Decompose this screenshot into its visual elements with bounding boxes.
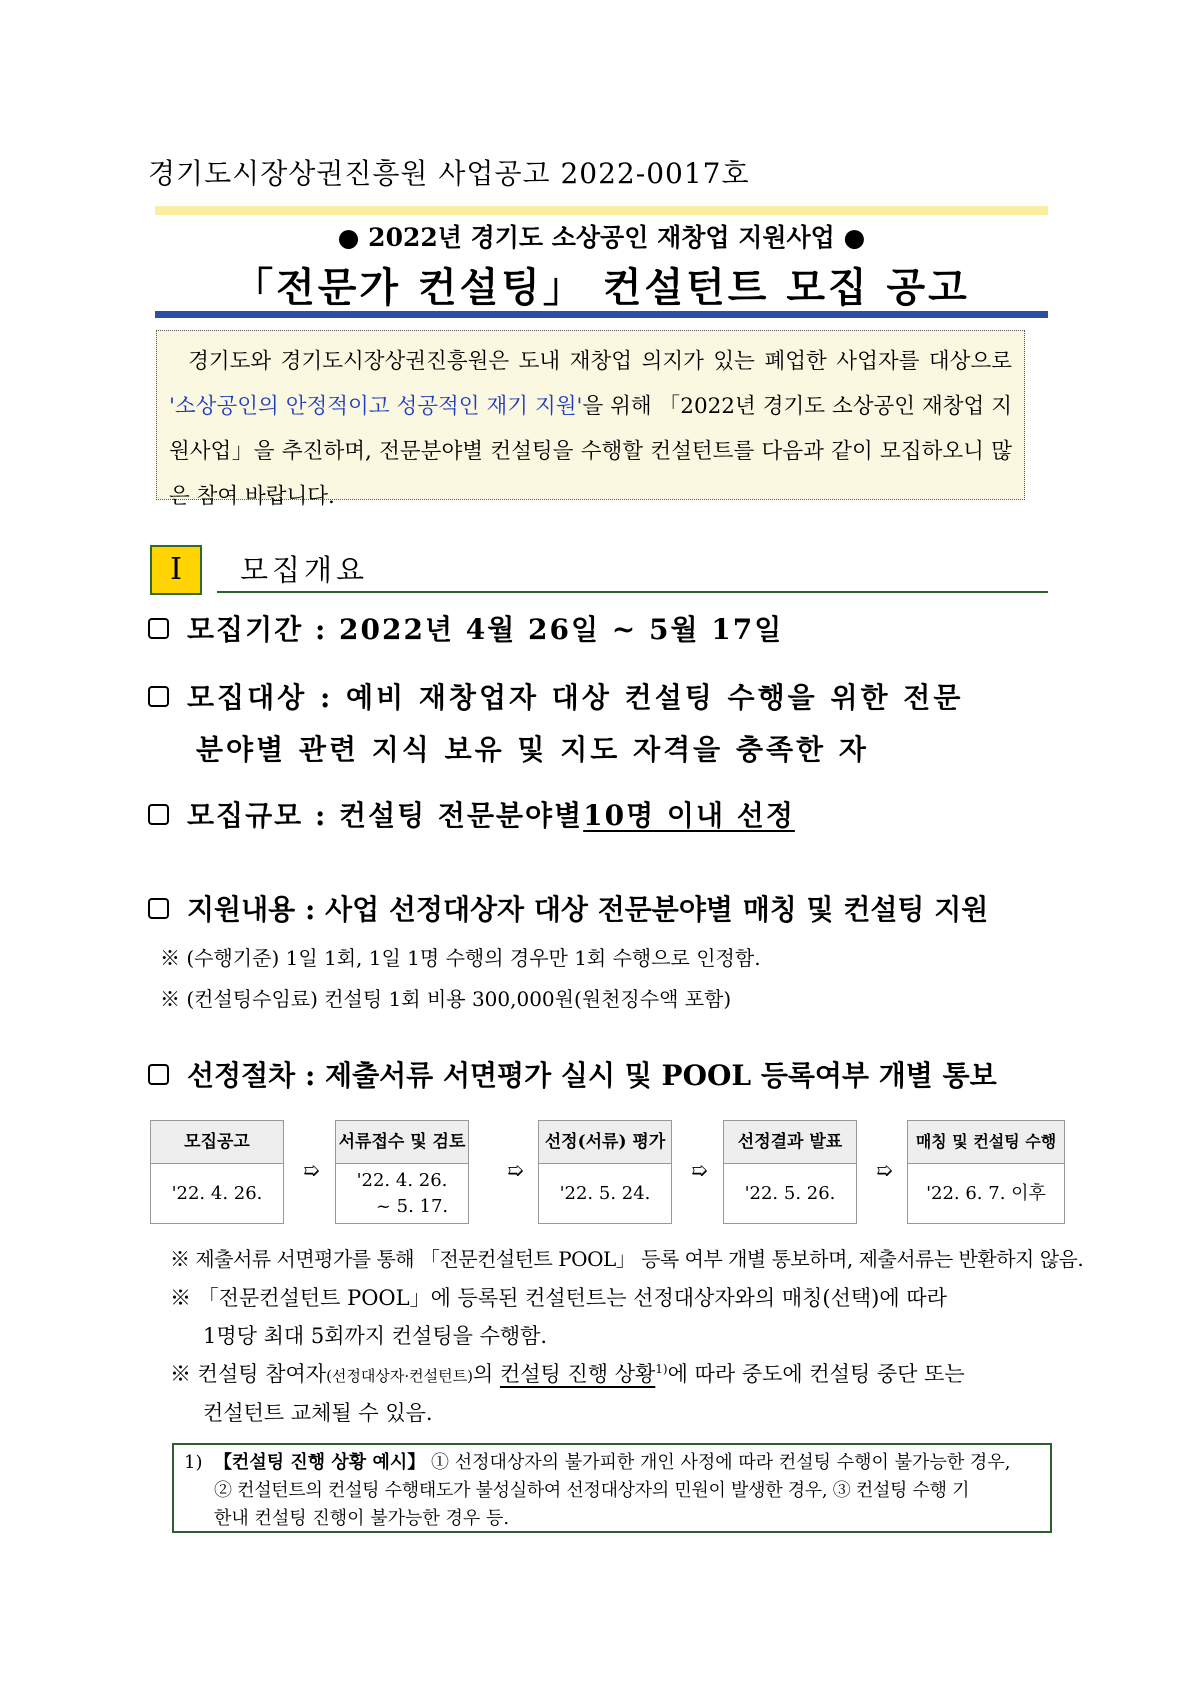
note-3-small: (선정대상자·컨설턴트) [326,1367,473,1385]
checkbox-icon [148,618,169,639]
item-scale [148,794,795,834]
item-period-text: 모집기간 : 2022년 4월 26일 ~ 5월 17일 [187,613,784,646]
intro-text-2: 을 위해 「2022년 경기도 소상공인 재창업 지원사업」을 추진하며, 전문분야별 컨설팅을 수행할 컨설턴트를 다음과 같이 모집하오니 많은 참여 바랍니다. [169,394,1012,509]
intro-text-1: 경기도와 경기도시장상권진흥원은 도내 재창업 의지가 있는 폐업한 사업자를 대상으로 [188,349,1012,374]
footnote-line-2: ② 컨설턴트의 컨설팅 수행태도가 불성실하여 선정대상자의 민원이 발생한 경우, ③ 컨설팅 수행 기 [214,1480,970,1501]
step-1 [150,1120,284,1224]
intro-highlight: '소상공인의 안정적이고 성공적인 재기 지원' [169,394,583,419]
checkbox-icon [148,898,169,919]
step-date: '22. 5. 24. [559,1183,651,1204]
note-1: ※ 제출서류 서면평가를 통해 「전문컨설턴트 POOL」 등록 여부 개별 통보하며, 제출서류는 반환하지 않음. [170,1247,1084,1271]
support-note-1: ※ (수행기준) 1일 1회, 1일 1명 수행의 경우만 1회 수행으로 인정함. [160,946,761,970]
footnote-bold: 【컨설팅 진행 상황 예시】 [213,1452,426,1473]
step-label: 모집공고 [151,1121,283,1164]
item-period [148,608,783,648]
step-4 [723,1120,857,1224]
footnote-line-1: ① 선정대상자의 불가피한 개인 사정에 따라 컨설팅 수행이 불가능한 경우, [430,1452,1011,1473]
step-date-line1: '22. 4. 26. [356,1170,448,1191]
checkbox-icon [148,1064,169,1085]
item-scale-underlined: 10명 이내 선정 [583,799,795,832]
item-support-text: 지원내용 : 사업 선정대상자 대상 전문분야별 매칭 및 컨설팅 지원 [187,893,989,926]
arrow-icon: ➯ [691,1158,708,1182]
section-underline [217,591,1048,593]
step-date: '22. 6. 7. 이후 [926,1183,1046,1204]
subtitle: ● 2022년 경기도 소상공인 재창업 지원사업 ● [337,223,866,252]
intro-box [156,330,1025,509]
item-support [148,888,988,928]
step-date: '22. 4. 26. [171,1183,263,1204]
item-scale-text: 모집규모 : 컨설팅 전문분야별 [187,799,584,832]
arrow-icon: ➯ [303,1158,320,1182]
note-3-mid: 의 [472,1362,500,1386]
note-2-cont: 1명당 최대 5회까지 컨설팅을 수행함. [203,1324,548,1348]
item-procedure-text: 선정절차 : 제출서류 서면평가 실시 및 POOL 등록여부 개별 통보 [187,1059,997,1092]
step-label: 서류접수 및 검토 [336,1121,468,1164]
footnote-box [172,1443,1052,1533]
checkbox-icon [148,804,169,825]
step-2 [335,1120,469,1224]
step-label: 선정(서류) 평가 [539,1121,671,1164]
step-date: '22. 5. 26. [744,1183,836,1204]
section-number: Ⅰ [150,545,202,595]
section-title: 모집개요 [240,553,369,587]
note-3-suffix: 에 따라 중도에 컨설팅 중단 또는 [667,1362,965,1386]
step-3 [538,1120,672,1224]
footnote-ref: 1) [655,1362,668,1376]
title-top-bar [155,206,1048,215]
step-label: 선정결과 발표 [724,1121,856,1164]
notice-number: 경기도시장상권진흥원 사업공고 2022-0017호 [148,157,750,190]
note-3-prefix: ※ 컨설팅 참여자 [170,1362,327,1386]
checkbox-icon [148,686,169,707]
note-3-underlined: 컨설팅 진행 상황 [499,1362,656,1386]
step-date-line2: ~ 5. 17. [375,1196,449,1217]
item-target-cont: 분야별 관련 지식 보유 및 지도 자격을 충족한 자 [196,733,869,766]
note-3 [170,1358,965,1388]
title-bottom-bar [155,311,1048,318]
footnote-marker: 1) [184,1452,203,1473]
step-5 [907,1120,1065,1224]
note-3-cont: 컨설턴트 교체될 수 있음. [203,1401,433,1425]
item-target [148,676,963,716]
note-2: ※ 「전문컨설턴트 POOL」에 등록된 컨설턴트는 선정대상자와의 매칭(선택)에 따라 [170,1286,947,1310]
step-label: 매칭 및 컨설팅 수행 [908,1121,1064,1164]
step-date [336,1164,468,1224]
arrow-icon: ➯ [507,1158,524,1182]
item-target-text: 모집대상 : 예비 재창업자 대상 컨설팅 수행을 위한 전문 [187,681,964,714]
arrow-icon: ➯ [876,1158,893,1182]
item-procedure [148,1054,997,1094]
support-note-2: ※ (컨설팅수임료) 컨설팅 1회 비용 300,000원(원천징수액 포함) [160,987,732,1011]
page-title: 「전문가 컨설팅」 컨설턴트 모집 공고 [233,264,970,311]
footnote-line-3: 한내 컨설팅 진행이 불가능한 경우 등. [214,1508,510,1529]
